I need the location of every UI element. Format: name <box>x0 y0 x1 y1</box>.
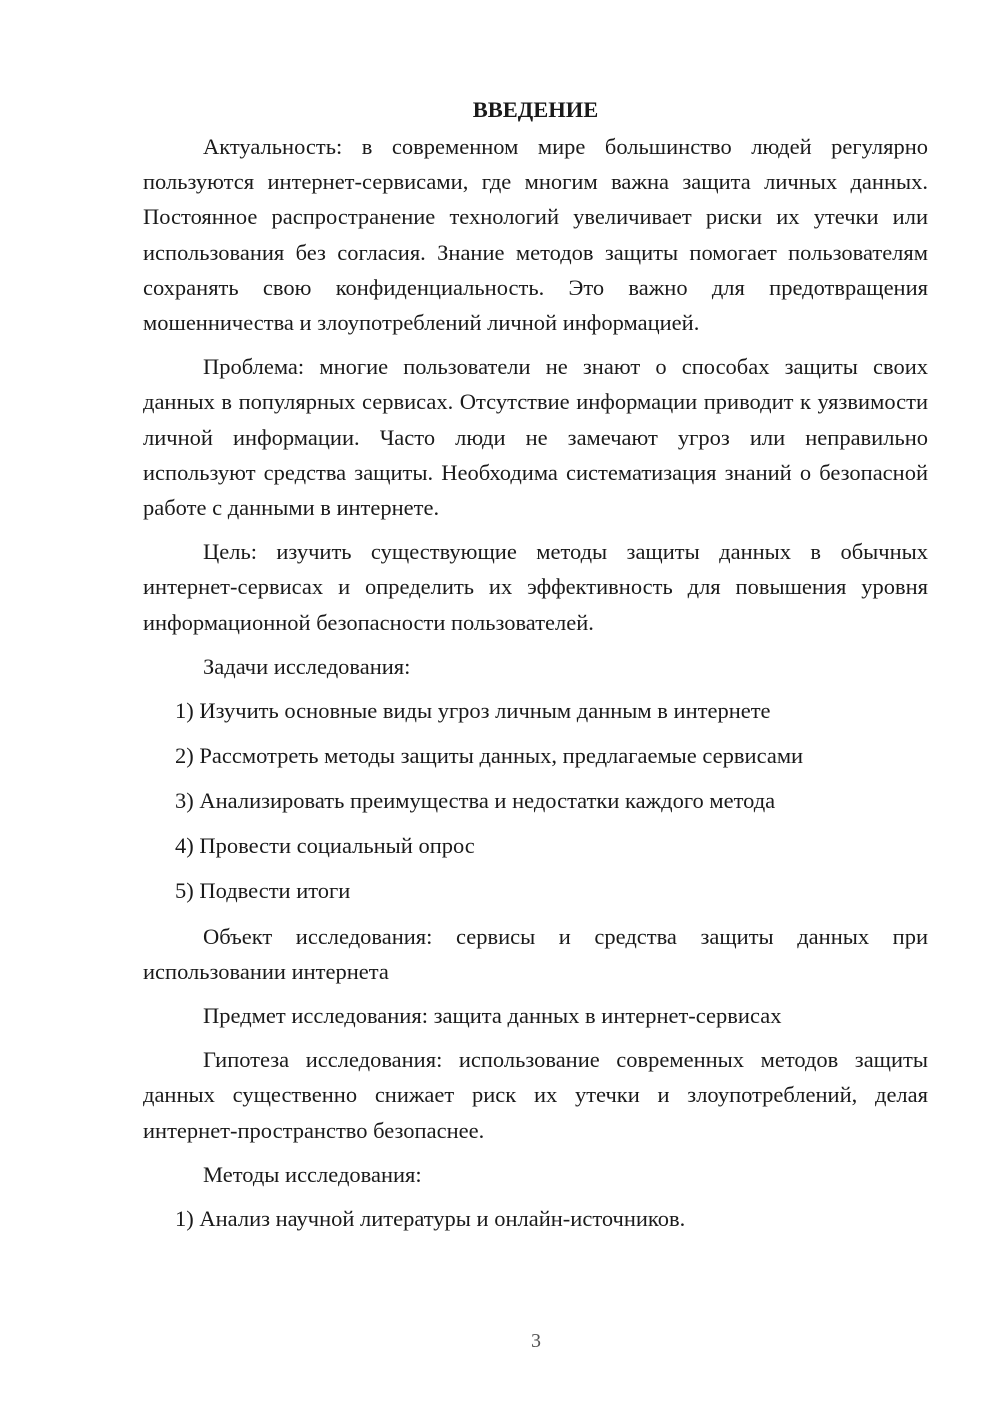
paragraph-hypothesis: Гипотеза исследования: использование современных методов защиты данных существенно снижает риск их утечки и злоупотреблений, делая интернет-пространство безопаснее. <box>143 1047 928 1143</box>
list-item: 3) Анализировать преимущества и недостатки каждого метода <box>175 788 776 814</box>
document-page <box>143 92 928 1246</box>
list-item: 1) Анализ научной литературы и онлайн-источников. <box>175 1205 686 1231</box>
section-heading: ВВЕДЕНИЕ <box>472 97 599 122</box>
tasks-heading: Задачи исследования: <box>203 653 411 679</box>
paragraph-relevance: Актуальность: в современном мире большинство людей регулярно пользуются интернет-сервисами, где многим важна защита личных данных. Постоянное распространение технологий увеличивает риски их утечки или использования без согласия. Знание методов защиты помогает пользователям сохранять свою конфиденциальность. Это важно для предотвращения мошенничества и злоупотреблений личной информацией. <box>143 134 928 336</box>
paragraph-goal: Цель: изучить существующие методы защиты данных в обычных интернет-сервисах и определить их эффективность для повышения уровня информационной безопасности пользователей. <box>143 539 928 635</box>
paragraph-object: Объект исследования: сервисы и средства защиты данных при использовании интернета <box>143 923 928 984</box>
list-item: 4) Провести социальный опрос <box>175 833 475 859</box>
list-item: 5) Подвести итоги <box>175 878 351 904</box>
methods-heading: Методы исследования: <box>203 1161 422 1187</box>
tasks-list <box>143 693 928 909</box>
list-item: 2) Рассмотреть методы защиты данных, предлагаемые сервисами <box>175 743 804 769</box>
page-number: 3 <box>531 1330 541 1352</box>
list-item: 1) Изучить основные виды угроз личным данным в интернете <box>175 698 771 724</box>
methods-list <box>143 1201 928 1236</box>
paragraph-problem: Проблема: многие пользователи не знают о способах защиты своих данных в популярных сервисах. Отсутствие информации приводит к уязвимости личной информации. Часто люди не замечают угроз или неправильно используют средства защиты. Необходима систематизация знаний о безопасной работе с данными в интернете. <box>143 354 928 521</box>
paragraph-subject: Предмет исследования: защита данных в интернет-сервисах <box>203 1002 782 1028</box>
